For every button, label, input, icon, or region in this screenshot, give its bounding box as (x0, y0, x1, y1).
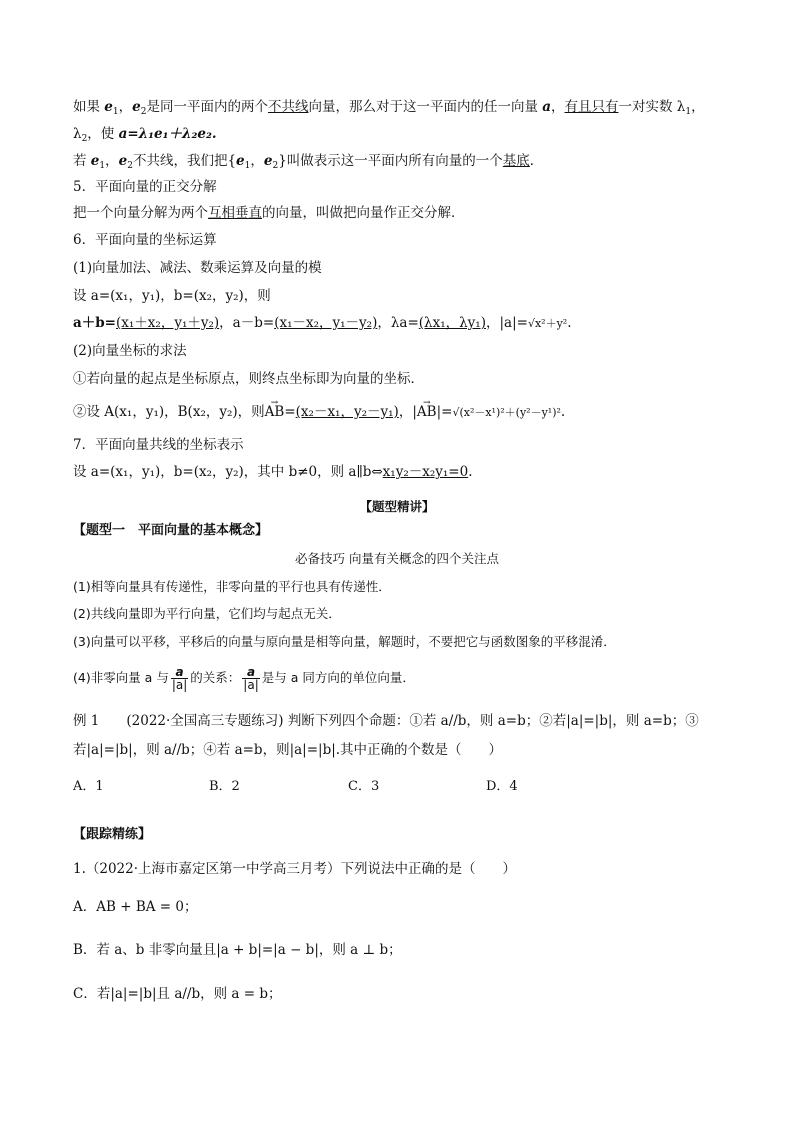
fraction-denominator: |a| (171, 678, 188, 692)
vector-e2: e (118, 153, 128, 169)
text: ，| (398, 404, 417, 420)
fraction-denominator: |a| (243, 678, 259, 692)
text: . (567, 315, 572, 331)
text: = (284, 404, 296, 420)
coordinate-setup-line: 设 a=(x₁，y₁)，b=(x₂，y₂)，则 (73, 288, 271, 304)
vector-e2: e (132, 99, 141, 115)
text: ， (551, 99, 565, 115)
question-type-heading: 【题型一 平面向量的基本概念】 (73, 523, 269, 538)
practice-option-b: B．若 a、b 非零向量且|a + b|=|a − b|，则 a ⊥ b； (73, 942, 402, 958)
heading-5: 5．平面向量的正交分解 (73, 179, 217, 195)
text: λ (73, 126, 82, 142)
tip-heading: 必备技巧 向量有关概念的四个关注点 (295, 551, 499, 566)
practice-question-1: 1.（2022·上海市嘉定区第一中学高三月考）下列说法中正确的是（ ） (73, 861, 517, 877)
text: 的关系： (190, 670, 241, 685)
text: ， (250, 153, 264, 169)
coordinate-rule-1: ①若向量的起点是坐标原点，则终点坐标即为向量的坐标． (73, 371, 424, 387)
text: 不共线，我们把{ (132, 153, 237, 169)
text: . (468, 464, 473, 480)
underlined-answer: (x₂－x₁，y₂－y₁) (295, 404, 399, 420)
coordinate-rule-2 (73, 403, 734, 422)
text: 是同一平面内的两个 (146, 99, 268, 115)
section-title: 【题型精讲】 (359, 499, 435, 514)
text: ． (529, 153, 544, 169)
heading-7: 7．平面向量共线的坐标表示 (73, 437, 244, 453)
text: 若 (73, 153, 91, 169)
vector-e1: e (236, 153, 245, 169)
fraction-unit-vector (171, 666, 188, 691)
operations-line (73, 314, 734, 333)
formula: a=λ₁e₁＋λ₂e₂. (118, 126, 217, 142)
vector-ab: → AB (265, 403, 285, 421)
text: 设 a=(x₁，y₁)，b=(x₂，y₂)，其中 b≠0，则 a∥b⇔ (73, 464, 383, 480)
text: |= (436, 404, 453, 420)
text: ， (105, 153, 119, 169)
underlined-term: 不共线 (267, 99, 309, 115)
text: ②设 A(x₁，y₁)，B(x₂，y₂)，则 (73, 404, 265, 420)
option-d: D．4 (486, 779, 518, 794)
underlined-answer: x₁y₂－x₂y₁=0 (382, 464, 469, 480)
vector-a: a (542, 99, 551, 115)
fraction-unit-vector (242, 666, 259, 691)
text: . (560, 404, 566, 420)
vector-ab: → AB (417, 403, 437, 421)
text: }叫做表示这一平面内所有向量的一个 (278, 153, 503, 169)
text: a＋b= (73, 315, 116, 331)
text: ，使 (87, 126, 119, 142)
underlined-answer: (λx₁，λy₁) (418, 315, 486, 331)
basis-theorem-line-1: 如果 $e_1$，$e_2$是同一平面内的两个不共线向量，那么对于这一平面内的任一向量 a，有且只有一对实数 $\lambda_1$， (73, 99, 705, 117)
practice-option-c: C．若|a|=|b|且 a//b，则 a = b； (73, 986, 282, 1002)
text: ，λa= (377, 315, 419, 331)
collinear-condition-line (73, 463, 734, 481)
sqrt-formula: √(x²－x¹)²＋(y²－y¹)² (452, 406, 561, 419)
text: 的向量，叫做把向量作正交分解． (262, 205, 465, 221)
text: ，a－b= (219, 315, 275, 331)
example-1-line-1: 例 1 (2022·全国高三专题练习) 判断下列四个命题：①若 a//b，则 a=b；②若|a|=|b|，则 a=b；③ (73, 713, 699, 729)
text: ，|a|= (486, 315, 528, 331)
option-c: C．3 (348, 779, 380, 794)
heading-6: 6．平面向量的坐标运算 (73, 232, 217, 248)
underlined-answer: (x₁＋x₂，y₁＋y₂) (116, 315, 220, 331)
text: 一对实数 λ (618, 99, 686, 115)
text: 如果 (73, 99, 105, 115)
practice-title: 【跟踪精练】 (73, 827, 152, 842)
text: 向量，那么对于这一平面内的任一向量 (308, 99, 543, 115)
fraction-numerator: a (242, 666, 259, 679)
orthogonal-decomposition-line (73, 204, 734, 222)
text: 是与 a 同方向的单位向量． (261, 670, 415, 685)
text: 把一个向量分解为两个 (73, 205, 208, 221)
sqrt-formula: √x²＋y² (527, 317, 568, 330)
tip-point-4 (73, 666, 734, 691)
underlined-answer: (x₁－x₂，y₁－y₂) (274, 315, 378, 331)
underlined-term: 基底 (502, 153, 530, 169)
tip-point-2: (2)共线向量即为平行向量，它们均与起点无关． (73, 606, 341, 621)
example-1-line-2: 若|a|=|b|，则 a//b；④若 a=b，则|a|=|b|.其中正确的个数是（ ） (73, 742, 503, 758)
text: ， (691, 99, 705, 115)
practice-option-a: A．AB + BA = 0； (73, 899, 198, 915)
option-b: B．2 (209, 779, 240, 794)
underlined-term: 互相垂直 (208, 205, 262, 221)
subheading-2: (2)向量坐标的求法 (73, 343, 187, 359)
vector-e1: e (104, 99, 113, 115)
text: (4)非零向量 a 与 (73, 670, 169, 685)
text: ， (118, 99, 133, 115)
tip-point-1: (1)相等向量具有传递性，非零向量的平行也具有传递性． (73, 579, 391, 594)
option-a: A．1 (73, 779, 104, 794)
vector-e2: e (263, 153, 273, 169)
basis-definition-line: 若 $e_1$，$e_2$不共线，我们把{$e_1$，$e_2$}叫做表示这一平面内所有向量的一个基底． (73, 153, 544, 171)
basis-theorem-line-2: $\lambda_2$，使 a=λ₁e₁＋λ₂e₂. (73, 126, 217, 144)
tip-point-3: (3)向量可以平移，平移后的向量与原向量是相等向量，解题时，不要把它与函数图象的平移混淆． (73, 634, 616, 649)
vector-e1: e (90, 153, 100, 169)
subheading-1: (1)向量加法、减法、数乘运算及向量的模 (73, 260, 322, 276)
underlined-term: 有且只有 (564, 99, 619, 115)
fraction-numerator: a (171, 666, 188, 679)
